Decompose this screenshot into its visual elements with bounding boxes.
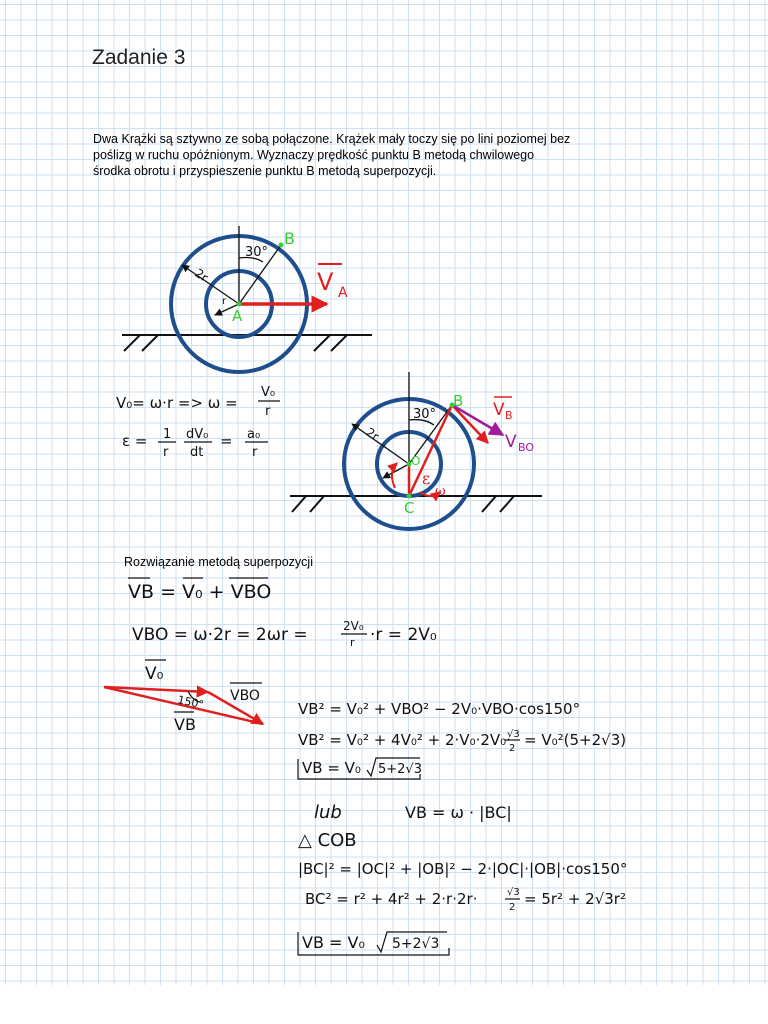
eps-f3-den: r [252,445,258,460]
vb-result-left: VB = V₀ [302,759,361,777]
v0-frac-num: V₀ [261,385,276,400]
eps-eq: = [220,432,233,450]
superposition-solution [104,578,627,955]
page-title: Zadanie 3 [92,46,186,69]
triangle-vbo-label: VBO [230,688,260,704]
point-b-label: B [453,392,464,410]
sqrt3-num: √3 [507,729,520,740]
point-o-label: O [411,454,421,468]
point-c-label: C [404,499,415,517]
vbo-subscript: BO [518,441,535,454]
bc-sqrt3-den: 2 [509,902,516,913]
figure-2 [290,372,542,529]
law-of-cosines-1: VB² = V₀² + VBO² − 2V₀·VBO·cos150° [298,700,581,718]
triangle-angle-label: 150° [176,693,206,712]
point-c [407,494,412,499]
point-a [237,302,242,307]
big-radius-label: 2r [363,424,382,444]
eps-f1-num: 1 [163,427,172,442]
problem-line: środka obrotu i przyspieszenie punktu B metodą superpozycji. [93,164,437,178]
point-a-label: A [232,307,243,325]
eps-f2-num: dV₀ [186,427,209,442]
eps-left: ε = [122,432,148,450]
eps-f3-num: a₀ [247,427,261,442]
eps-f1-den: r [163,445,169,460]
v0-equation: V₀= ω·r => ω = [116,394,238,412]
vb-label: V [493,400,505,420]
lub-equation: VB = ω · |BC| [405,803,512,822]
section-title: Rozwiązanie metodą superpozycji [124,555,313,569]
small-radius-label: r [222,296,227,307]
law-of-cosines-2b: = V₀²(5+2√3) [524,731,627,749]
point-b-label: B [284,229,295,248]
eps-f2-den: dt [190,445,204,460]
ground-hatching [292,496,514,512]
point-b [279,243,284,248]
vb-subscript: B [505,409,513,422]
vector-sum: VB = V₀ + VBO [128,581,272,603]
small-radius-label: r [393,462,398,473]
big-radius-arrow [352,424,409,464]
va-subscript: A [338,285,348,301]
bc-equation-a: BC² = r² + 4r² + 2·r·2r· [305,890,478,908]
bc-sqrt3-num: √3 [507,887,520,898]
triangle-vb-label: VB [174,715,196,734]
triangle-v0-label: V₀ [145,664,164,684]
angle-label: 30° [413,407,437,422]
vbo-frac-num: 2V₀ [343,619,364,633]
epsilon-label: ε [422,469,431,488]
lub-label: lub [314,802,342,823]
vbo-label: V [505,432,517,452]
law-of-cosines-2a: VB² = V₀² + 4V₀² + 2·V₀·2V₀· [298,731,511,749]
triangle-cob: △ COB [298,830,357,851]
bc-equation-b: = 5r² + 2√3r² [524,890,626,908]
va-label: V [317,268,334,296]
problem-line: poślizg w ruchu opóźnionym. Wyznaczy prędkość punktu B metodą chwilowego [93,148,535,162]
final-result-root: 5+2√3 [392,936,440,952]
figure-1 [122,226,372,372]
vbo-equation: VBO = ω·2r = 2ωr = [132,625,308,645]
vbo-frac-den: r [350,636,355,649]
kinematics-formulas [116,385,280,460]
final-result-left: VB = V₀ [302,933,365,952]
vbo-tail: ·r = 2V₀ [370,625,437,645]
problem-line: Dwa Krążki są sztywno ze sobą połączone. Krążek mały toczy się po lini poziomej bez [93,132,571,146]
omega-label: ω [435,484,446,499]
big-radius-label: 2r [192,265,211,285]
vb-result-root: 5+2√3 [378,762,422,777]
bc-cosine-equation: |BC|² = |OC|² + |OB|² − 2·|OC|·|OB|·cos150° [298,860,628,878]
v0-frac-den: r [265,404,271,419]
angle-label: 30° [245,245,269,260]
sqrt3-den: 2 [509,743,516,754]
